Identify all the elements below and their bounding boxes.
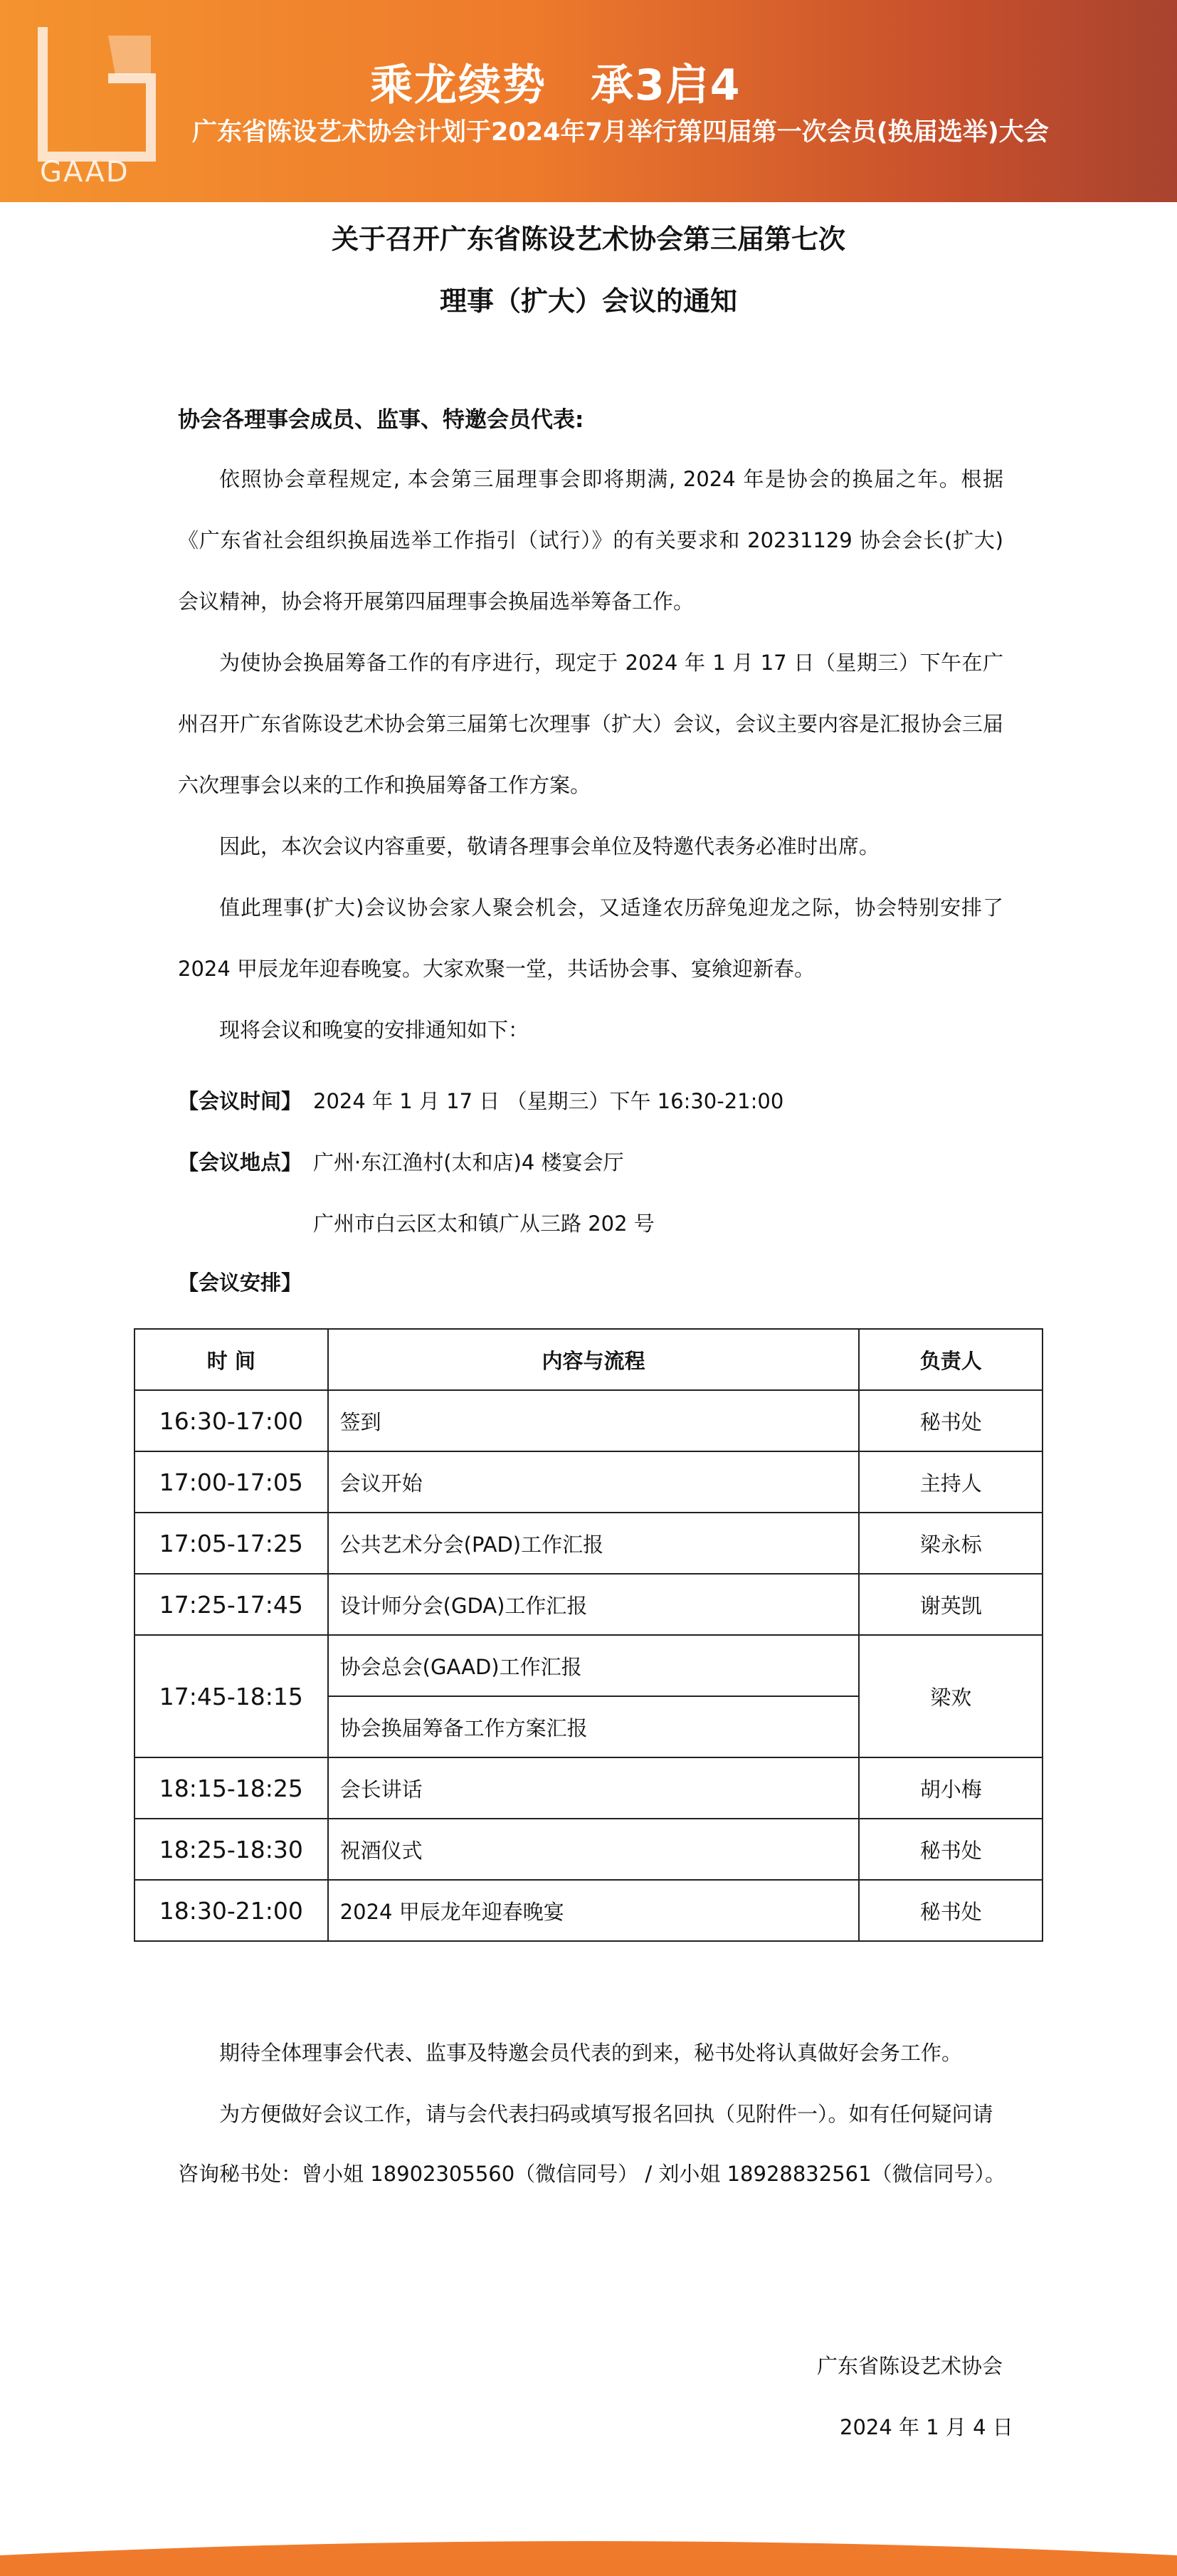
paragraph-1: 依照协会章程规定, 本会第三届理事会即将期满, 2024 年是协会的换届之年。根据《广东省社会组织换届选举工作指引（试行）》的有关要求和 20231129 协会会长(扩大)会议精神，协会将开展第四届理事会换届选举筹备工作。 <box>178 467 1003 614</box>
row-owner: 秘书处 <box>859 1390 1043 1451</box>
meeting-place-value: 广州·东江渔村(太和店)4 楼宴会厅 <box>313 1150 624 1174</box>
header-time: 时 间 <box>134 1329 328 1390</box>
row-content: 公共艺术分会(PAD)工作汇报 <box>328 1513 860 1574</box>
row-time: 17:45-18:15 <box>134 1635 328 1757</box>
row-content: 协会总会(GAAD)工作汇报 <box>328 1635 860 1696</box>
row-content: 设计师分会(GDA)工作汇报 <box>328 1574 860 1635</box>
row-time: 18:30-21:00 <box>134 1880 328 1941</box>
banner-subline: 广东省陈设艺术协会计划于2024年7月举行第四届第一次会员(换届选举)大会 <box>192 118 1049 147</box>
table-row <box>134 1880 1043 1941</box>
table-header-row <box>134 1329 1043 1390</box>
schedule-label: 【会议安排】 <box>178 1271 302 1295</box>
closing-line-2: 为方便做好会议工作，请与会代表扫码或填写报名回执（见附件一）。如有任何疑问请 <box>219 2102 993 2126</box>
row-owner: 主持人 <box>859 1451 1043 1513</box>
row-time: 16:30-17:00 <box>134 1390 328 1451</box>
salutation: 协会各理事会成员、监事、特邀会员代表: <box>178 407 584 433</box>
closing-line-1: 期待全体理事会代表、监事及特邀会员代表的到来，秘书处将认真做好会务工作。 <box>219 2041 963 2065</box>
meeting-time-value: 2024 年 1 月 17 日 （星期三）下午 16:30-21:00 <box>313 1089 784 1113</box>
table-row <box>134 1635 1043 1696</box>
paragraph-4: 值此理事(扩大)会议协会家人聚会机会，又适逢农历辞兔迎龙之际，协会特别安排了 2024 甲辰龙年迎春晚宴。大家欢聚一堂，共话协会事、宴飨迎新春。 <box>178 895 1003 981</box>
row-content: 会长讲话 <box>328 1757 860 1819</box>
document-title-line1: 关于召开广东省陈设艺术协会第三届第七次 <box>331 224 845 255</box>
table-row <box>134 1513 1043 1574</box>
logo-text: GAAD <box>40 156 130 185</box>
table-row <box>134 1390 1043 1451</box>
paragraph-3: 因此，本次会议内容重要，敬请各理事会单位及特邀代表务必准时出席。 <box>219 834 880 858</box>
row-time: 18:25-18:30 <box>134 1819 328 1880</box>
table-row <box>134 1819 1043 1880</box>
meeting-place <box>178 1147 624 1176</box>
header-banner <box>0 0 1177 202</box>
row-content: 2024 甲辰龙年迎春晚宴 <box>328 1880 860 1941</box>
row-content: 签到 <box>328 1390 860 1451</box>
row-content: 协会换届筹备工作方案汇报 <box>328 1696 860 1757</box>
signature-org: 广东省陈设艺术协会 <box>817 2354 1003 2378</box>
meeting-time-label: 【会议时间】 <box>178 1089 302 1113</box>
row-time: 17:00-17:05 <box>134 1451 328 1513</box>
gaad-logo <box>37 21 162 185</box>
table-row <box>134 1757 1043 1819</box>
closing-line-3: 咨询秘书处：曾小姐 18902305560（微信同号） / 刘小姐 18928832561（微信同号）。 <box>178 2162 1006 2186</box>
document-title-line2: 理事（扩大）会议的通知 <box>439 285 737 317</box>
table-row <box>134 1574 1043 1635</box>
meeting-time <box>178 1085 783 1115</box>
signature-date: 2024 年 1 月 4 日 <box>840 2415 1013 2439</box>
row-content: 祝酒仪式 <box>328 1819 860 1880</box>
row-owner: 秘书处 <box>859 1819 1043 1880</box>
paragraph-5: 现将会议和晚宴的安排通知如下： <box>219 1018 529 1042</box>
row-time: 17:05-17:25 <box>134 1513 328 1574</box>
banner-slogan: 乘龙续势 承3启4 <box>370 61 741 110</box>
row-content: 会议开始 <box>328 1451 860 1513</box>
row-time: 18:15-18:25 <box>134 1757 328 1819</box>
row-owner: 胡小梅 <box>859 1757 1043 1819</box>
header-content: 内容与流程 <box>328 1329 860 1390</box>
row-owner: 谢英凯 <box>859 1574 1043 1635</box>
meeting-place-label: 【会议地点】 <box>178 1150 302 1174</box>
row-owner: 秘书处 <box>859 1880 1043 1941</box>
row-owner: 梁永标 <box>859 1513 1043 1574</box>
table-row <box>134 1451 1043 1513</box>
row-time: 17:25-17:45 <box>134 1574 328 1635</box>
footer-wave <box>0 2534 1177 2576</box>
header-owner: 负责人 <box>859 1329 1043 1390</box>
row-owner: 梁欢 <box>859 1635 1043 1757</box>
meeting-address: 广州市白云区太和镇广从三路 202 号 <box>313 1211 655 1236</box>
schedule-table <box>134 1328 1043 1942</box>
paragraph-2: 为使协会换届筹备工作的有序进行，现定于 2024 年 1 月 17 日（星期三）下午在广州召开广东省陈设艺术协会第三届第七次理事（扩大）会议，会议主要内容是汇报协会三届六次理事会以来的工作和换届筹备工作方案。 <box>178 651 1004 797</box>
